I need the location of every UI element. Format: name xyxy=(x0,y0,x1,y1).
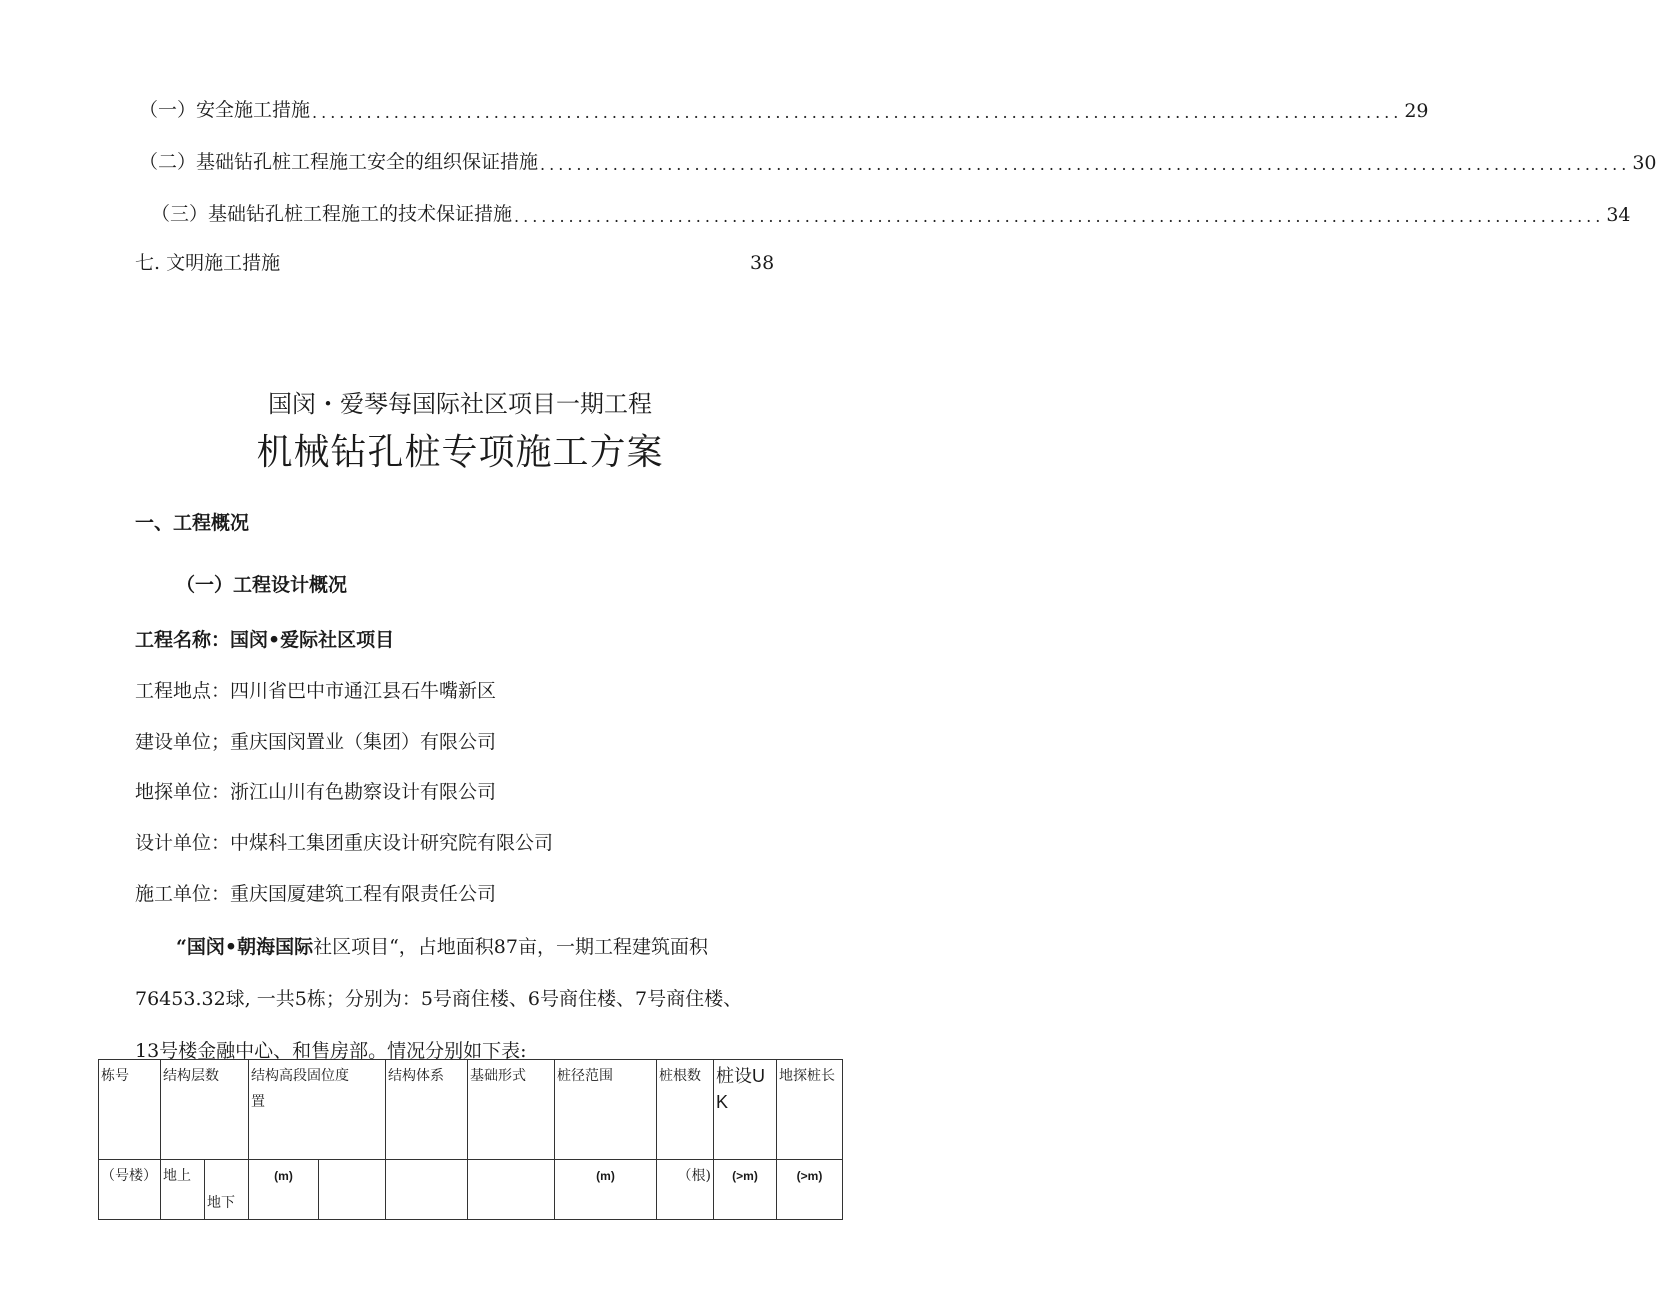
section-heading: 一、工程概况 xyxy=(135,512,250,534)
table-cell: （号楼） xyxy=(99,1160,161,1220)
design-unit: 设计单位：中煤科工集团重庆设计研究院有限公司 xyxy=(135,832,554,854)
table-cell: (>m) xyxy=(714,1160,777,1220)
toc-entry-4-title[interactable]: 七. 文明施工措施 xyxy=(135,252,281,274)
table-header-cell: 栋号 xyxy=(99,1060,161,1160)
table-cell xyxy=(468,1160,555,1220)
overview-line-1 xyxy=(176,932,708,959)
toc-entry-title: （二）基础钻孔桩工程施工安全的组织保证措施 xyxy=(139,151,539,173)
table-cell: 地上 xyxy=(161,1160,205,1220)
table-header-cell: 结构高段固位度 置 xyxy=(249,1060,386,1160)
table-header-cell: 桩设UK xyxy=(714,1060,777,1160)
table-header-cell: 地探桩长 xyxy=(777,1060,843,1160)
toc-entry-title: （一）安全施工措施 xyxy=(139,99,311,121)
table-cell: （根) xyxy=(657,1160,714,1220)
contractor-unit: 施工单位：重庆国厦建筑工程有限责任公司 xyxy=(135,883,497,905)
table-header-cell: 基础形式 xyxy=(468,1060,555,1160)
table-cell: (m) xyxy=(555,1160,657,1220)
toc-leader: ........................................................................................................................ xyxy=(514,207,1605,226)
toc-entry-2[interactable] xyxy=(139,144,1657,174)
document-subtitle: 国闵・爱琴每国际社区项目一期工程 xyxy=(268,390,652,418)
construction-unit: 建设单位；重庆国闵置业（集团）有限公司 xyxy=(135,731,497,753)
toc-entry-3[interactable] xyxy=(151,196,1631,226)
table-header-row xyxy=(99,1060,843,1160)
table-row xyxy=(99,1160,843,1220)
overview-line-1-text: 社区项目“，占地面积87亩，一期工程建筑面积 xyxy=(313,936,708,958)
project-location: 工程地点：四川省巴中市通江县石牛嘴新区 xyxy=(135,680,497,702)
toc-entry-page: 30 xyxy=(1632,152,1657,174)
subsection-heading: （一）工程设计概况 xyxy=(176,574,348,596)
table-cell: 地下 xyxy=(205,1160,249,1220)
table-cell: (m) xyxy=(249,1160,319,1220)
toc-entry-page: 29 xyxy=(1404,100,1429,122)
toc-entry-1[interactable] xyxy=(139,92,1429,122)
table-header-cell: 桩根数 xyxy=(657,1060,714,1160)
project-brand-name: “国闵•朝海国际 xyxy=(176,936,314,958)
table-cell: (>m) xyxy=(777,1160,843,1220)
project-table xyxy=(98,1059,843,1220)
table-cell xyxy=(386,1160,468,1220)
toc-leader: ........................................................................................................................ xyxy=(540,155,1631,174)
overview-line-3: 13号楼金融中心、和售房部。情况分别如下表: xyxy=(135,1040,527,1062)
document-title: 机械钻孔桩专项施工方案 xyxy=(256,432,664,473)
survey-unit: 地探单位：浙江山川有色勘察设计有限公司 xyxy=(135,781,497,803)
toc-entry-page: 34 xyxy=(1606,204,1631,226)
table-cell xyxy=(319,1160,386,1220)
project-name: 工程名称：国闵•爱际社区项目 xyxy=(135,629,395,651)
toc-leader: ........................................................................................................................ xyxy=(312,103,1403,122)
toc-entry-4-page: 38 xyxy=(750,252,775,274)
toc-entry-title: （三）基础钻孔桩工程施工的技术保证措施 xyxy=(151,203,513,225)
table-header-cell: 结构体系 xyxy=(386,1060,468,1160)
table-header-cell: 结构层数 xyxy=(161,1060,249,1160)
table-header-cell: 桩径范围 xyxy=(555,1060,657,1160)
overview-line-2: 76453.32球, 一共5栋；分别为：5号商住楼、6号商住楼、7号商住楼、 xyxy=(135,988,743,1010)
